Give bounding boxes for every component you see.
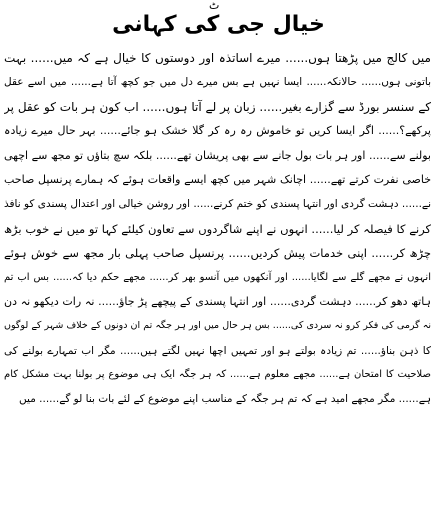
text-line-3: کے سنسر بورڈ سے گزارے بغیر...... زبان پر لے آتا ہوں...... اب کون ہر بات کو عقل پر xyxy=(4,99,431,114)
text-line-12: نہ گرمی کی فکر کرو نہ سردی کی...... بس ہر حال میں اور ہر جگہ تم ان دونوں کے خلاف شہر کے لوگوں xyxy=(4,320,431,332)
story-body xyxy=(4,46,431,412)
text-line-7: نے...... دہشت گردی اور انتہا پسندی کو ختم کرنے...... اور روشن خیالی اور اعتدال پسندی کو نافذ xyxy=(4,198,431,211)
text-line-15: ہے...... مگر مجھے امید ہے کہ تم ہر جگہ کے مناسب اپنے موضوع کے لئے بات بنا لو گے...... میں xyxy=(19,393,431,406)
text-line-11: ہاتھ دھو کر...... دہشت گردی...... اور انتہا پسندی کے پیچھے پڑ جاؤ...... نہ رات دیکھو نہ دن xyxy=(4,294,431,308)
page-corner-mark: ٹ xyxy=(209,0,220,12)
text-line-1: میں کالج میں پڑھتا ہوں...... میرے اساتذہ اور دوستوں کا خیال ہے کہ میں...... بہت xyxy=(4,51,431,65)
text-line-2: باتونی ہوں...... حالانکہ...... ایسا نہیں ہے بس میرے دل میں جو کچھ آتا ہے...... میں اسے عقل xyxy=(4,76,431,89)
text-line-8: کرنے کا فیصلہ کر لیا...... انہوں نے اپنے شاگردوں سے تعاون کیلئے کہا تو میں نے خوب بڑھ xyxy=(4,221,431,236)
story-title: خیال جی کی کہانی xyxy=(112,12,325,37)
text-line-5: بولنے سے...... اور ہر بات بول جانے سے بھی پریشان تھے...... بلکہ سچ بتاؤں تو مجھ سے اچھی xyxy=(4,148,431,162)
text-line-9: چڑھ کر...... اپنی خدمات پیش کردیں...... پرنسپل صاحب پہلی بار مجھ سے خوش ہوئے xyxy=(4,246,431,261)
text-line-13: کا ذہن بناؤ...... تم زیادہ بولتے ہو اور تمہیں اچھا نہیں لگتے ہیں...... مگر اب تمہارے بولنے کی xyxy=(4,344,431,357)
text-line-10: انہوں نے مجھے گلے سے لگایا...... اور آنکھوں میں آنسو بھر کر...... مجھے حکم دیا کہ...... بس اب تم xyxy=(4,271,431,283)
text-line-14: صلاحیت کا امتحان ہے...... مجھے معلوم ہے...... کہ ہر جگہ ایک ہی موضوع پر بولنا بہت مشکل کام xyxy=(4,369,431,381)
text-line-6: خاصی نفرت کرتے تھے...... اچانک شہر میں کچھ ایسے واقعات ہوئے کہ ہمارے پرنسپل صاحب xyxy=(4,172,431,186)
text-line-4: پرکھے؟...... اگر ایسا کریں تو خاموش رہ رہ کر گلا خشک ہو جائے...... بہر حال میرے زیادہ xyxy=(4,124,431,138)
